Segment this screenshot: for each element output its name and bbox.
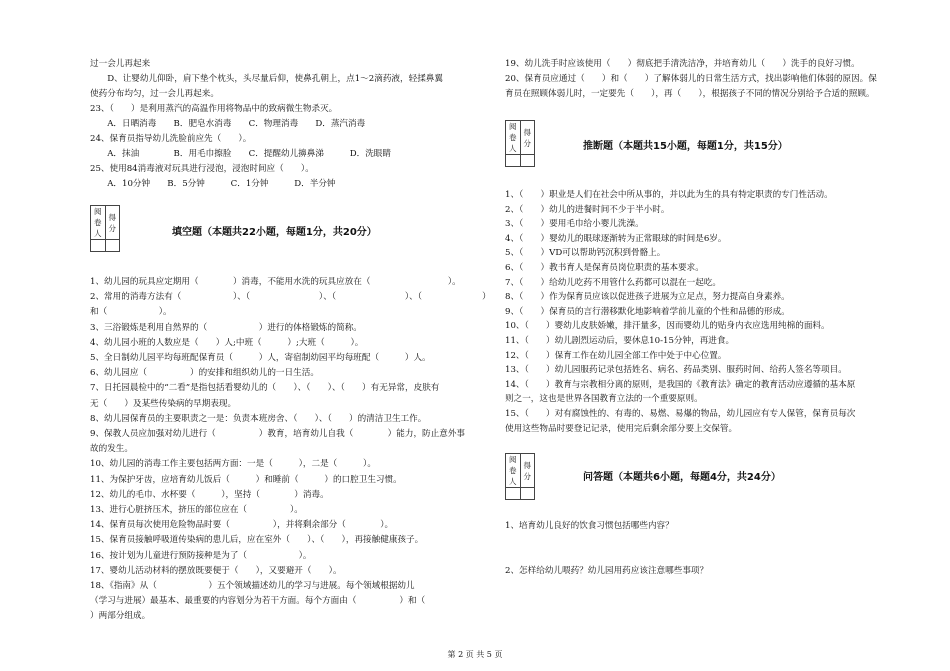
text-line: 10、幼儿园的消毒工作主要包括两方面：一是（ ），二是（ ）。 bbox=[90, 459, 376, 470]
text-line: 2、常用的消毒方法有（ ）、（ ）、（ ）、（ ） bbox=[90, 292, 491, 303]
text-line: 17、婴幼儿活动材料的摆放既要便于（ ），又要避开（ ）。 bbox=[90, 565, 342, 576]
text-line: 4、幼儿园小班的人数应是（ ）人;中班（ ）;大班（ ）。 bbox=[90, 337, 364, 348]
text-line: 14、（ ）教育与宗教相分离的原则，是我国的《教育法》确定的教育活动应遵循的基本原 bbox=[505, 379, 856, 390]
score-cell bbox=[105, 240, 120, 252]
text-line: 10、（ ）婴幼儿皮肤娇嫩，排汗量多，因而婴幼儿的贴身内衣应选用纯棉的面料。 bbox=[505, 321, 830, 332]
qa-section-title: 问答题（本题共6小题，每题4分，共24分） bbox=[583, 472, 781, 483]
text-line: 14、保育员每次使用危险物品时要（ ），并将剩余部分（ ）。 bbox=[90, 520, 394, 531]
text-line: 3、（ ）要用毛巾给小婴儿洗澡。 bbox=[505, 219, 644, 230]
text-line: 12、（ ）保育工作在幼儿园全部工作中处于中心位置。 bbox=[505, 350, 727, 361]
score-label: 得分 bbox=[520, 454, 535, 488]
text-line: 15、保育员接触呼吸道传染病的患儿后，应在室外（ ）、（ ），再接触健康孩子。 bbox=[90, 535, 424, 546]
text-line: 1、培育幼儿良好的饮食习惯包括哪些内容？ bbox=[505, 521, 674, 531]
text-line: 19、幼儿洗手时应该使用（ ）彻底把手清洗洁净，并培育幼儿（ ）洗手的良好习惯。 bbox=[505, 59, 860, 69]
text-line: 9、（ ）保育员的言行潜移默化地影响着学前儿童的个性和品德的形成。 bbox=[505, 306, 790, 317]
text-line: 8、幼儿园保育员的主要职责之一是：负责本班房舍、（ ）、（ ）的清洁卫生工作。 bbox=[90, 413, 427, 424]
page-footer: 第 2 页 共 5 页 bbox=[447, 650, 503, 659]
text-line: 13、进行心脏挤压术，挤压的部位应在（ ）。 bbox=[90, 505, 303, 515]
text-line: 2、怎样给幼儿喂药？幼儿园用药应该注意哪些事项？ bbox=[505, 566, 709, 576]
text-line: 9、保教人员应加强对幼儿进行（ ）教育，培育幼儿自我（ ）能力，防止意外事 bbox=[90, 429, 466, 439]
text-line: 则之一，这也是世界各国教育立法的一个重要原则。 bbox=[505, 394, 703, 405]
text-line: 过一会儿再起来 bbox=[90, 59, 151, 69]
reviewer-cell bbox=[91, 240, 106, 252]
text-line: 18、《指南》从（ ）五个领域描述幼儿的学习与进展。每个领域根据幼儿 bbox=[90, 581, 415, 591]
reviewer-label: 阅卷人 bbox=[506, 121, 521, 155]
text-line: 使用这些物品时要登记记录，使用完后剩余部分要上交保管。 bbox=[505, 423, 738, 434]
text-line: 4、（ ）婴幼儿的眼球逐渐转为正常眼球的时间是6岁。 bbox=[505, 233, 727, 244]
score-label: 得分 bbox=[520, 121, 535, 155]
text-line: 1、（ ）职业是人们在社会中所从事的，并以此为生的具有特定职责的专门性活动。 bbox=[505, 190, 833, 200]
text-line: 16、按计划为儿童进行预防接种是为了（ ）。 bbox=[90, 550, 312, 561]
text-line: 6、（ ）教书育人是保育员岗位职责的基本要求。 bbox=[505, 263, 704, 273]
text-line: 20、保育员应通过（ ）和（ ）了解体弱儿的日常生活方式，找出影响他们体弱的原因。保 bbox=[505, 74, 877, 84]
text-line: 12、幼儿的毛巾、水杯要（ ），坚持（ ）消毒。 bbox=[90, 489, 329, 500]
text-line: 使药分布均匀，过一会儿再起来。 bbox=[90, 89, 219, 99]
text-line: 无（ ）及某些传染病的早期表现。 bbox=[90, 398, 237, 409]
text-line: 11、为保护牙齿，应培育幼儿饭后（ ）和睡前（ ）的口腔卫生习惯。 bbox=[90, 474, 402, 485]
text-line: 3、三浴锻炼是利用自然界的（ ）进行的体格锻炼的简称。 bbox=[90, 322, 362, 333]
score-box-judge bbox=[505, 120, 535, 167]
score-cell bbox=[520, 488, 535, 500]
text-line: 13、（ ）幼儿园服药记录包括姓名、病名、药品类别、服药时间、给药人签名等项目。 bbox=[505, 365, 847, 376]
text-line: 25、使用84消毒液对玩具进行浸泡，浸泡时间应（ ）。 bbox=[90, 164, 314, 174]
fill-section-title: 填空题（本题共22小题，每题1分，共20分） bbox=[172, 227, 377, 238]
text-line: 5、（ ）VD可以帮助钙沉积到骨骼上。 bbox=[505, 248, 666, 259]
reviewer-cell bbox=[506, 488, 521, 500]
text-line: 24、保育员指导幼儿洗脸前应先（ ）。 bbox=[90, 134, 252, 144]
text-line: 5、全日制幼儿园平均每班配保育员（ ）人，寄宿制幼园平均每班配（ ）人。 bbox=[90, 353, 431, 363]
reviewer-label: 阅卷人 bbox=[91, 206, 106, 240]
score-box-fill bbox=[90, 205, 120, 252]
text-line: 1、幼儿园的玩具应定期用（ ）消毒，不能用水洗的玩具应放在（ ）。 bbox=[90, 277, 461, 287]
text-line: 7、日托园晨检中的“二看”是指包括看婴幼儿的（ ）、（ ）、（ ）有无异常，皮肤有 bbox=[90, 383, 440, 394]
reviewer-label: 阅卷人 bbox=[506, 454, 521, 488]
score-label: 得分 bbox=[105, 206, 120, 240]
text-line: （学习与进展）最基本、最重要的内容划分为若干方面。每个方面由（ ）和（ bbox=[90, 596, 451, 607]
text-line: 8、（ ）作为保育员应该以促进孩子进展为立足点，努力提高自身素养。 bbox=[505, 292, 790, 303]
judge-section-title: 推断题（本题共15小题，每题1分，共15分） bbox=[583, 141, 788, 152]
text-line: 和（ ）。 bbox=[90, 307, 172, 318]
score-cell bbox=[520, 155, 535, 167]
text-line: 11、（ ）幼儿剧烈运动后，要休息10-15分钟，再进食。 bbox=[505, 336, 735, 346]
text-line: 故的发生。 bbox=[90, 444, 133, 455]
text-line: A．日晒消毒 B．肥皂水消毒 C．物理消毒 D．蒸汽消毒 bbox=[90, 119, 366, 129]
text-line: 6、幼儿园应（ ）的安排和组织幼儿的一日生活。 bbox=[90, 368, 319, 379]
reviewer-cell bbox=[506, 155, 521, 167]
text-line: 7、（ ）给幼儿吃药不用管什么药都可以混在一起吃。 bbox=[505, 277, 722, 288]
text-line: D、让婴幼儿仰卧，肩下垫个枕头，头尽量后仰，使鼻孔朝上，点1～2滴药液，轻揉鼻翼 bbox=[90, 74, 443, 84]
text-line: 育员在照顾体弱儿时，一定要先（ ），再（ ），根据孩子不同的情况分别给予合适的照顾。 bbox=[505, 89, 875, 99]
text-line: 23、（ ）是利用蒸汽的高温作用将物品中的致病微生物杀灭。 bbox=[90, 104, 338, 114]
text-line: 2、（ ）幼儿的进餐时间不少于半小时。 bbox=[505, 204, 670, 215]
text-line: A．10分钟 B．5分钟 C．1分钟 D．半分钟 bbox=[90, 179, 336, 189]
text-line: 15、（ ）对有腐蚀性的、有毒的、易燃、易爆的物品，幼儿园应有专人保管，保育员每次 bbox=[505, 409, 856, 419]
text-line: ）两部分组成。 bbox=[90, 611, 151, 622]
text-line: A．抹油 B．用毛巾擦脸 C．提醒幼儿擤鼻涕 D．洗眼睛 bbox=[90, 149, 391, 159]
score-box-qa bbox=[505, 453, 535, 500]
